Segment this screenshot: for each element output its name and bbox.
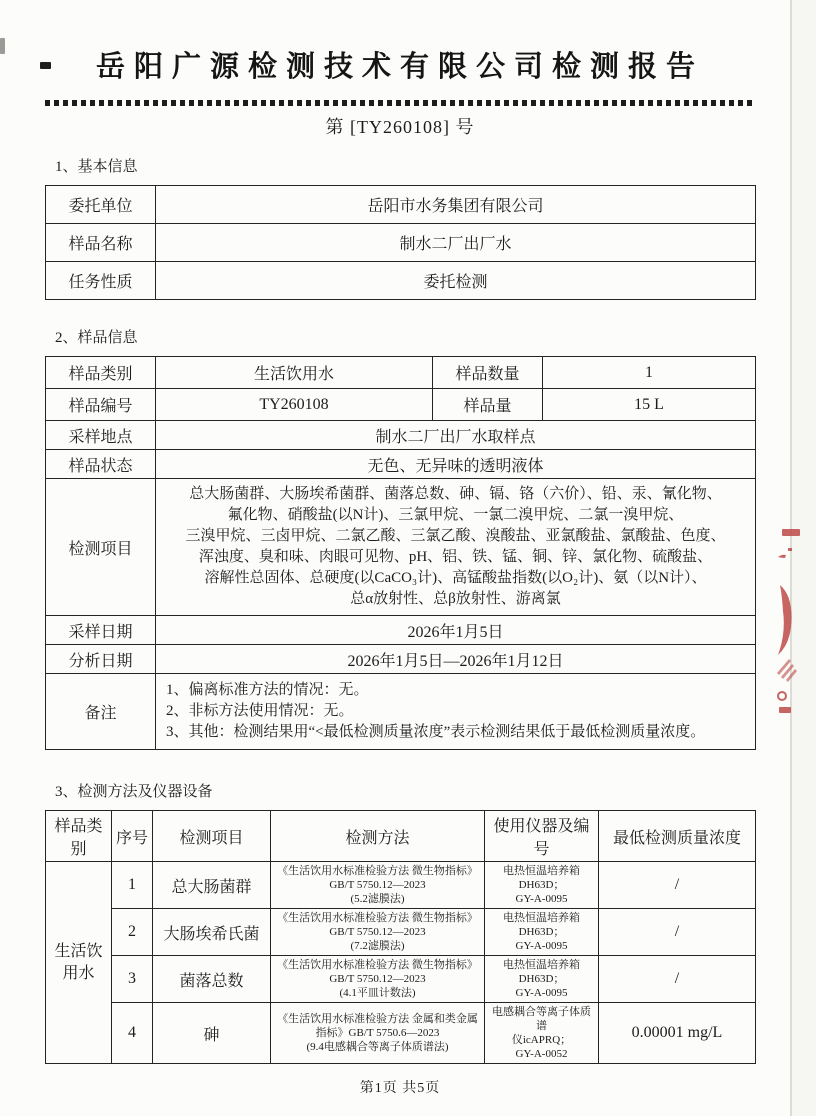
page-footer: 第1页 共5页 [359, 1081, 441, 1096]
instrument-line: GY-A-0095 [515, 893, 568, 905]
test-item-cell: 大肠埃希氏菌 [153, 909, 271, 956]
method-cell [271, 956, 485, 1003]
header-sample-category: 样品类别 [46, 811, 112, 862]
row-value: 15 L [543, 389, 756, 421]
test-item-cell: 总大肠菌群 [153, 862, 271, 909]
methods-header-row [46, 811, 756, 862]
test-items-cell [156, 479, 756, 616]
table-row [46, 389, 756, 421]
remark-cell [156, 674, 756, 750]
remark-line: 2、非标方法使用情况：无。 [166, 703, 354, 719]
instrument-cell [485, 862, 599, 909]
method-line: 《生活饮用水标准检验方法 微生物指标》 [277, 959, 478, 971]
header-instrument: 使用仪器及编号 [485, 811, 599, 862]
row-value: 无色、无异味的透明液体 [156, 450, 756, 479]
scan-artifact [0, 38, 5, 54]
instrument-line: DH63D； [518, 973, 565, 985]
header-test-item: 检测项目 [153, 811, 271, 862]
sample-info-table [45, 356, 756, 750]
instrument-cell [485, 1003, 599, 1064]
header-test-method: 检测方法 [271, 811, 485, 862]
row-value: 制水二厂出厂水取样点 [156, 421, 756, 450]
row-value: 委托检测 [156, 262, 756, 300]
method-line: (7.2滤膜法) [350, 940, 405, 952]
title-underline-dotted [45, 100, 755, 106]
method-line: GB/T 5750.12—2023 [329, 879, 426, 891]
section-heading-methods: 3、检测方法及仪器设备 [55, 784, 213, 800]
row-label: 样品数量 [433, 357, 543, 389]
row-label: 样品名称 [46, 224, 156, 262]
method-line: GB/T 5750.12—2023 [329, 973, 426, 985]
method-row [46, 1003, 756, 1064]
test-item-cell: 菌落总数 [153, 956, 271, 1003]
row-label: 检测项目 [46, 479, 156, 616]
section-heading-sample-info: 2、样品信息 [55, 330, 138, 346]
row-label: 采样地点 [46, 421, 156, 450]
method-line: (5.2滤膜法) [350, 893, 405, 905]
instrument-line: 仪icAPRQ； [511, 1034, 572, 1046]
limit-cell: / [599, 956, 756, 1003]
serial-no-cell: 3 [112, 956, 153, 1003]
row-value: 1 [543, 357, 756, 389]
table-row [46, 262, 756, 300]
row-label: 分析日期 [46, 645, 156, 674]
limit-cell: / [599, 909, 756, 956]
test-item-cell: 砷 [153, 1003, 271, 1064]
row-value: 岳阳市水务集团有限公司 [156, 186, 756, 224]
instrument-line: DH63D； [518, 926, 565, 938]
method-row [46, 956, 756, 1003]
serial-no-cell: 4 [112, 1003, 153, 1064]
method-line: 指标》GB/T 5750.6—2023 [315, 1027, 440, 1039]
limit-cell: 0.00001 mg/L [599, 1003, 756, 1064]
table-row [46, 421, 756, 450]
instrument-line: DH63D； [518, 879, 565, 891]
test-items-line: 总α放射性、总β放射性、游离氯 [350, 591, 561, 607]
method-row [46, 862, 756, 909]
row-label: 任务性质 [46, 262, 156, 300]
method-line: 《生活饮用水标准检验方法 金属和类金属 [277, 1013, 478, 1025]
red-stamp-fragment [774, 515, 800, 727]
method-line: 《生活饮用水标准检验方法 微生物指标》 [277, 865, 478, 877]
section-heading-basic-info: 1、基本信息 [55, 159, 138, 175]
test-items-line: 溶解性总固体、总硬度(以CaCO₃计)、高锰酸盐指数(以O₂计)、氨（以N计）、 [204, 570, 707, 586]
table-row [46, 186, 756, 224]
table-row [46, 450, 756, 479]
table-row-remark [46, 674, 756, 750]
table-row [46, 616, 756, 645]
instrument-line: 电热恒温培养箱 [503, 959, 580, 971]
remark-line: 1、偏离标准方法的情况：无。 [166, 682, 369, 698]
method-line: 《生活饮用水标准检验方法 微生物指标》 [277, 912, 478, 924]
instrument-line: GY-A-0095 [515, 940, 568, 952]
row-label: 备注 [46, 674, 156, 750]
table-row-test-items [46, 479, 756, 616]
row-value: 生活饮用水 [156, 357, 433, 389]
row-label: 采样日期 [46, 616, 156, 645]
test-items-line: 氟化物、硝酸盐(以N计)、三氯甲烷、一氯二溴甲烷、二氯一溴甲烷、 [227, 507, 684, 523]
method-cell [271, 862, 485, 909]
instrument-line: GY-A-0095 [515, 987, 568, 999]
method-line: GB/T 5750.12—2023 [329, 926, 426, 938]
row-label: 样品编号 [46, 389, 156, 421]
method-row [46, 909, 756, 956]
test-items-line: 三溴甲烷、三卤甲烷、二氯乙酸、三氯乙酸、溴酸盐、亚氯酸盐、氯酸盐、色度、 [185, 528, 726, 544]
instrument-line: 电感耦合等离子体质谱 [492, 1006, 591, 1032]
instrument-cell [485, 956, 599, 1003]
row-label: 委托单位 [46, 186, 156, 224]
page-title: 岳阳广源检测技术有限公司检测报告 [95, 51, 704, 83]
header-serial-no: 序号 [112, 811, 153, 862]
method-cell [271, 909, 485, 956]
limit-cell: / [599, 862, 756, 909]
row-label: 样品类别 [46, 357, 156, 389]
row-label: 样品量 [433, 389, 543, 421]
row-value: 2026年1月5日 [156, 616, 756, 645]
serial-no-cell: 1 [112, 862, 153, 909]
method-cell [271, 1003, 485, 1064]
serial-no-cell: 2 [112, 909, 153, 956]
table-row [46, 224, 756, 262]
table-row [46, 357, 756, 389]
report-number: 第 [TY260108] 号 [325, 117, 475, 137]
scan-artifact [40, 62, 51, 69]
table-row [46, 645, 756, 674]
header-detection-limit: 最低检测质量浓度 [599, 811, 756, 862]
method-line: (4.1平皿计数法) [339, 987, 416, 999]
instrument-cell [485, 909, 599, 956]
row-value: 制水二厂出厂水 [156, 224, 756, 262]
row-value: 2026年1月5日—2026年1月12日 [156, 645, 756, 674]
category-cell: 生活饮用水 [46, 862, 112, 1064]
row-value: TY260108 [156, 389, 433, 421]
test-items-line: 总大肠菌群、大肠埃希菌群、菌落总数、砷、镉、铬（六价）、铅、汞、氰化物、 [189, 486, 722, 502]
instrument-line: 电热恒温培养箱 [503, 912, 580, 924]
instrument-line: 电热恒温培养箱 [503, 865, 580, 877]
basic-info-table [45, 185, 756, 300]
instrument-line: GY-A-0052 [515, 1048, 568, 1060]
row-label: 样品状态 [46, 450, 156, 479]
method-line: (9.4电感耦合等离子体质谱法) [306, 1041, 449, 1053]
remark-line: 3、其他：检测结果用“<最低检测质量浓度”表示检测结果低于最低检测质量浓度。 [166, 724, 706, 740]
methods-table [45, 810, 756, 1064]
test-items-line: 浑浊度、臭和味、肉眼可见物、pH、铝、铁、锰、铜、锌、氯化物、硫酸盐、 [198, 549, 713, 565]
